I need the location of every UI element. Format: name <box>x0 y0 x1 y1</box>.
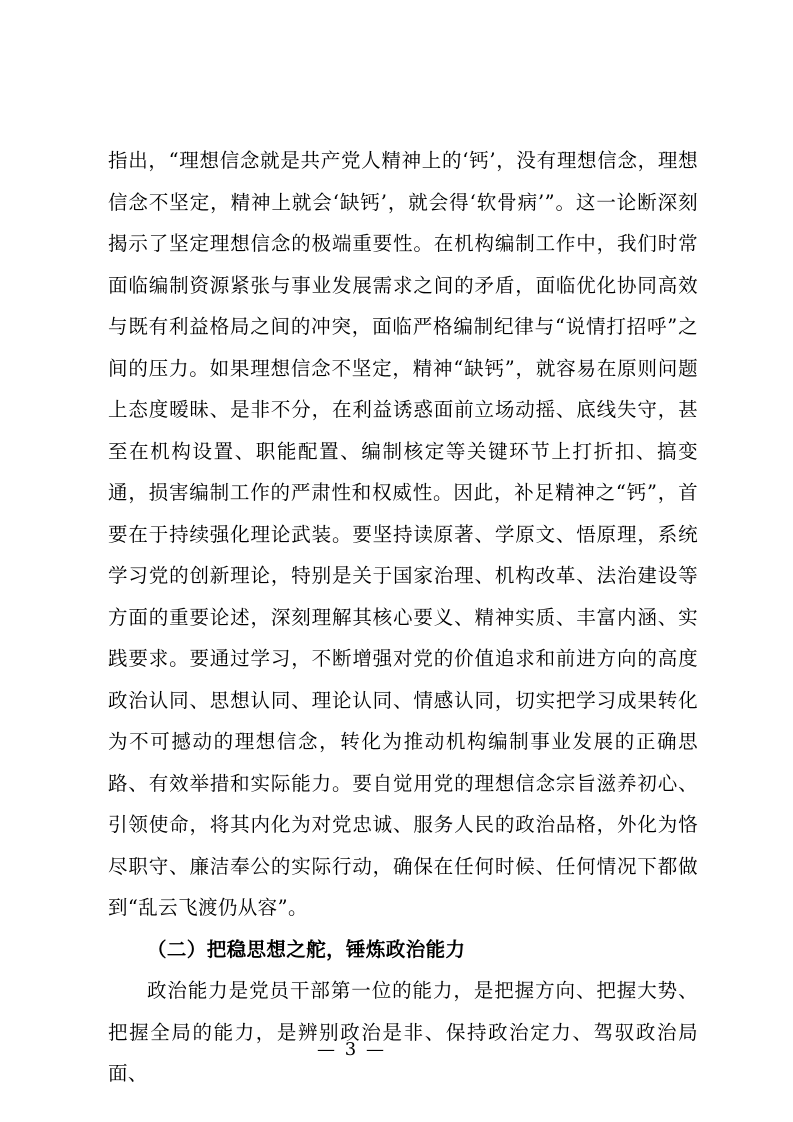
page-number-text: — 3 — <box>317 1039 386 1060</box>
paragraph-continuation: 指出，“理想信念就是共产党人精神上的‘钙’，没有理想信念，理想信念不坚定，精神上就会‘缺钙’，就会得‘软骨病’”。这一论断深刻揭示了坚定理想信念的极端重要性。在机构编制工作中，我们时常面临编制资源紧张与事业发展需求之间的矛盾，面临优化协同高效与既有利益格局之间的冲突，面临严格编制纪律与“说情打招呼”之间的压力。如果理想信念不坚定，精神“缺钙”，就容易在原则问题上态度暧昧、是非不分，在利益诱惑面前立场动摇、底线失守，甚至在机构设置、职能配置、编制核定等关键环节上打折扣、搞变通，损害编制工作的严肃性和权威性。因此，补足精神之“钙”，首要在于持续强化理论武装。要坚持读原著、学原文、悟原理，系统学习党的创新理论，特别是关于国家治理、机构改革、法治建设等方面的重要论述，深刻理解其核心要义、精神实质、丰富内涵、实践要求。要通过学习，不断增强对党的价值追求和前进方向的高度政治认同、思想认同、理论认同、情感认同，切实把学习成果转化为不可撼动的理想信念，转化为推动机构编制事业发展的正确思路、有效举措和实际能力。要自觉用党的理想信念宗旨滋养初心、引领使命，将其内化为对党忠诚、服务人民的政治品格，外化为恪尽职守、廉洁奉公的实际行动，确保在任何时候、任何情况下都做到“乱云飞渡仍从容”。 <box>108 149 698 919</box>
document-body <box>108 140 698 1095</box>
page-number <box>0 1039 793 1060</box>
paragraph-political-ability: 政治能力是党员干部第一位的能力，是把握方向、把握大势、把握全局的能力，是辨别政治是非、保持政治定力、驾驭政治局面、 <box>108 979 698 1085</box>
section-heading: （二）把稳思想之舵，锤炼政治能力 <box>147 937 466 961</box>
